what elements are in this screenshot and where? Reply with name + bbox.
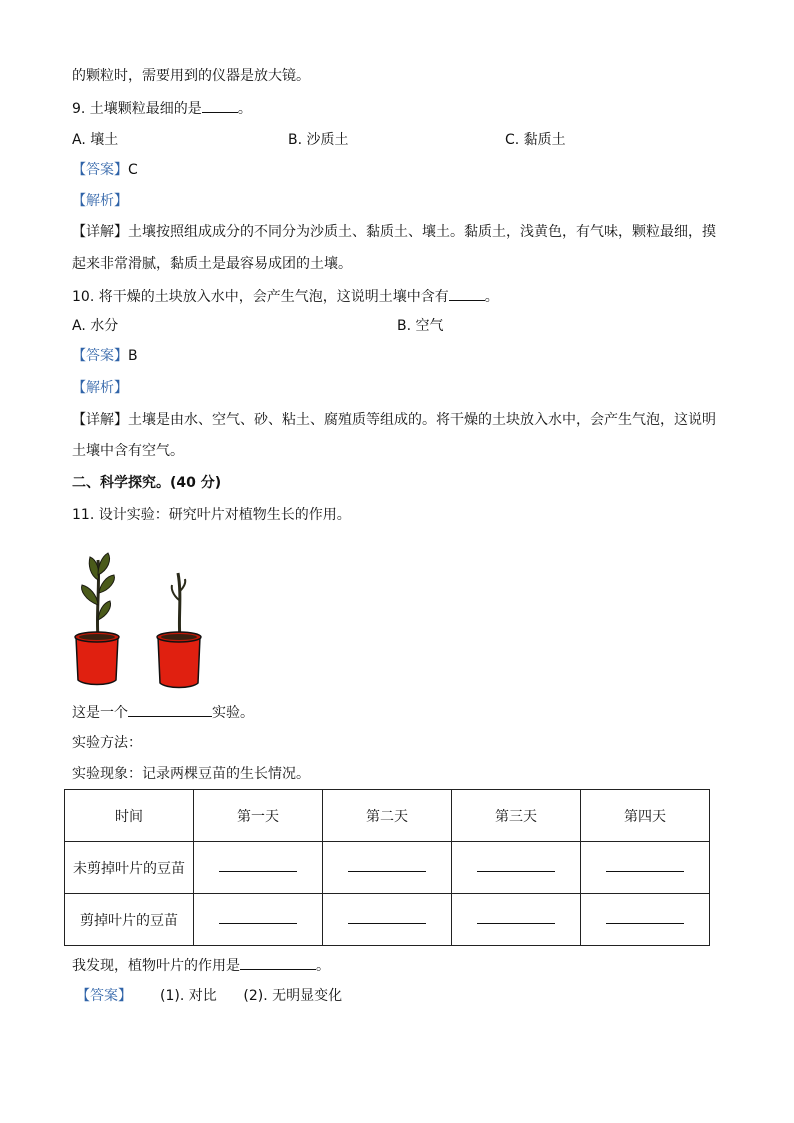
q10-detail: 【详解】土壤是由水、空气、砂、粘土、腐殖质等组成的。将干燥的土块放入水中，会产生气泡，这说明 <box>72 412 716 428</box>
q9-option-c: C. 黏质土 <box>505 132 566 148</box>
question-10: 10. 将干燥的土块放入水中，会产生气泡，这说明土壤中含有 。 <box>72 286 499 307</box>
experiment-method: 实验方法： <box>72 735 142 751</box>
table-row <box>65 842 710 894</box>
q10-detail-cont: 土壤中含有空气。 <box>72 443 184 459</box>
table-row-label: 未剪掉叶片的豆苗 <box>65 842 194 894</box>
experiment-type: 这是一个 实验。 <box>72 702 254 723</box>
observation-table <box>64 789 710 946</box>
table-header-cell: 第一天 <box>194 790 323 842</box>
table-cell <box>581 842 710 894</box>
plant-without-leaves <box>157 573 201 688</box>
table-row <box>65 894 710 946</box>
table-header-cell: 第四天 <box>581 790 710 842</box>
table-header-row <box>65 790 710 842</box>
q9-detail-cont: 起来非常滑腻，黏质土是最容易成团的土壤。 <box>72 256 352 272</box>
table-header-cell: 时间 <box>65 790 194 842</box>
table-header-cell: 第三天 <box>452 790 581 842</box>
table-row-label: 剪掉叶片的豆苗 <box>65 894 194 946</box>
table-cell <box>581 894 710 946</box>
q9-option-a: A. 壤土 <box>72 132 119 148</box>
table-cell <box>194 842 323 894</box>
experiment-phenomenon: 实验现象：记录两棵豆苗的生长情况。 <box>72 766 310 782</box>
table-cell <box>194 894 323 946</box>
text-line: 的颗粒时，需要用到的仪器是放大镜。 <box>72 68 310 84</box>
table-cell <box>452 894 581 946</box>
question-9: 9. 土壤颗粒最细的是 。 <box>72 98 252 119</box>
q10-answer: 【答案】B <box>72 348 138 364</box>
q9-option-b: B. 沙质土 <box>288 132 349 148</box>
question-11: 11. 设计实验：研究叶片对植物生长的作用。 <box>72 507 351 523</box>
section-heading: 二、科学探究。(40 分) <box>72 475 222 491</box>
q10-analysis-label: 【解析】 <box>72 380 128 396</box>
potted-plants-image <box>70 545 220 690</box>
q9-answer: 【答案】C <box>72 162 138 178</box>
table-cell <box>323 894 452 946</box>
q10-option-a: A. 水分 <box>72 318 119 334</box>
finding: 我发现，植物叶片的作用是 。 <box>72 955 330 976</box>
q10-option-b: B. 空气 <box>397 318 444 334</box>
table-cell <box>452 842 581 894</box>
q9-detail: 【详解】土壤按照组成成分的不同分为沙质土、黏质土、壤土。黏质土，浅黄色，有气味，颗粒最细，摸 <box>72 224 716 240</box>
q11-answer: 【答案】 (1). 对比 (2). 无明显变化 <box>76 988 343 1004</box>
table-cell <box>323 842 452 894</box>
plant-with-leaves <box>75 553 119 685</box>
q9-analysis-label: 【解析】 <box>72 193 128 209</box>
table-header-cell: 第二天 <box>323 790 452 842</box>
